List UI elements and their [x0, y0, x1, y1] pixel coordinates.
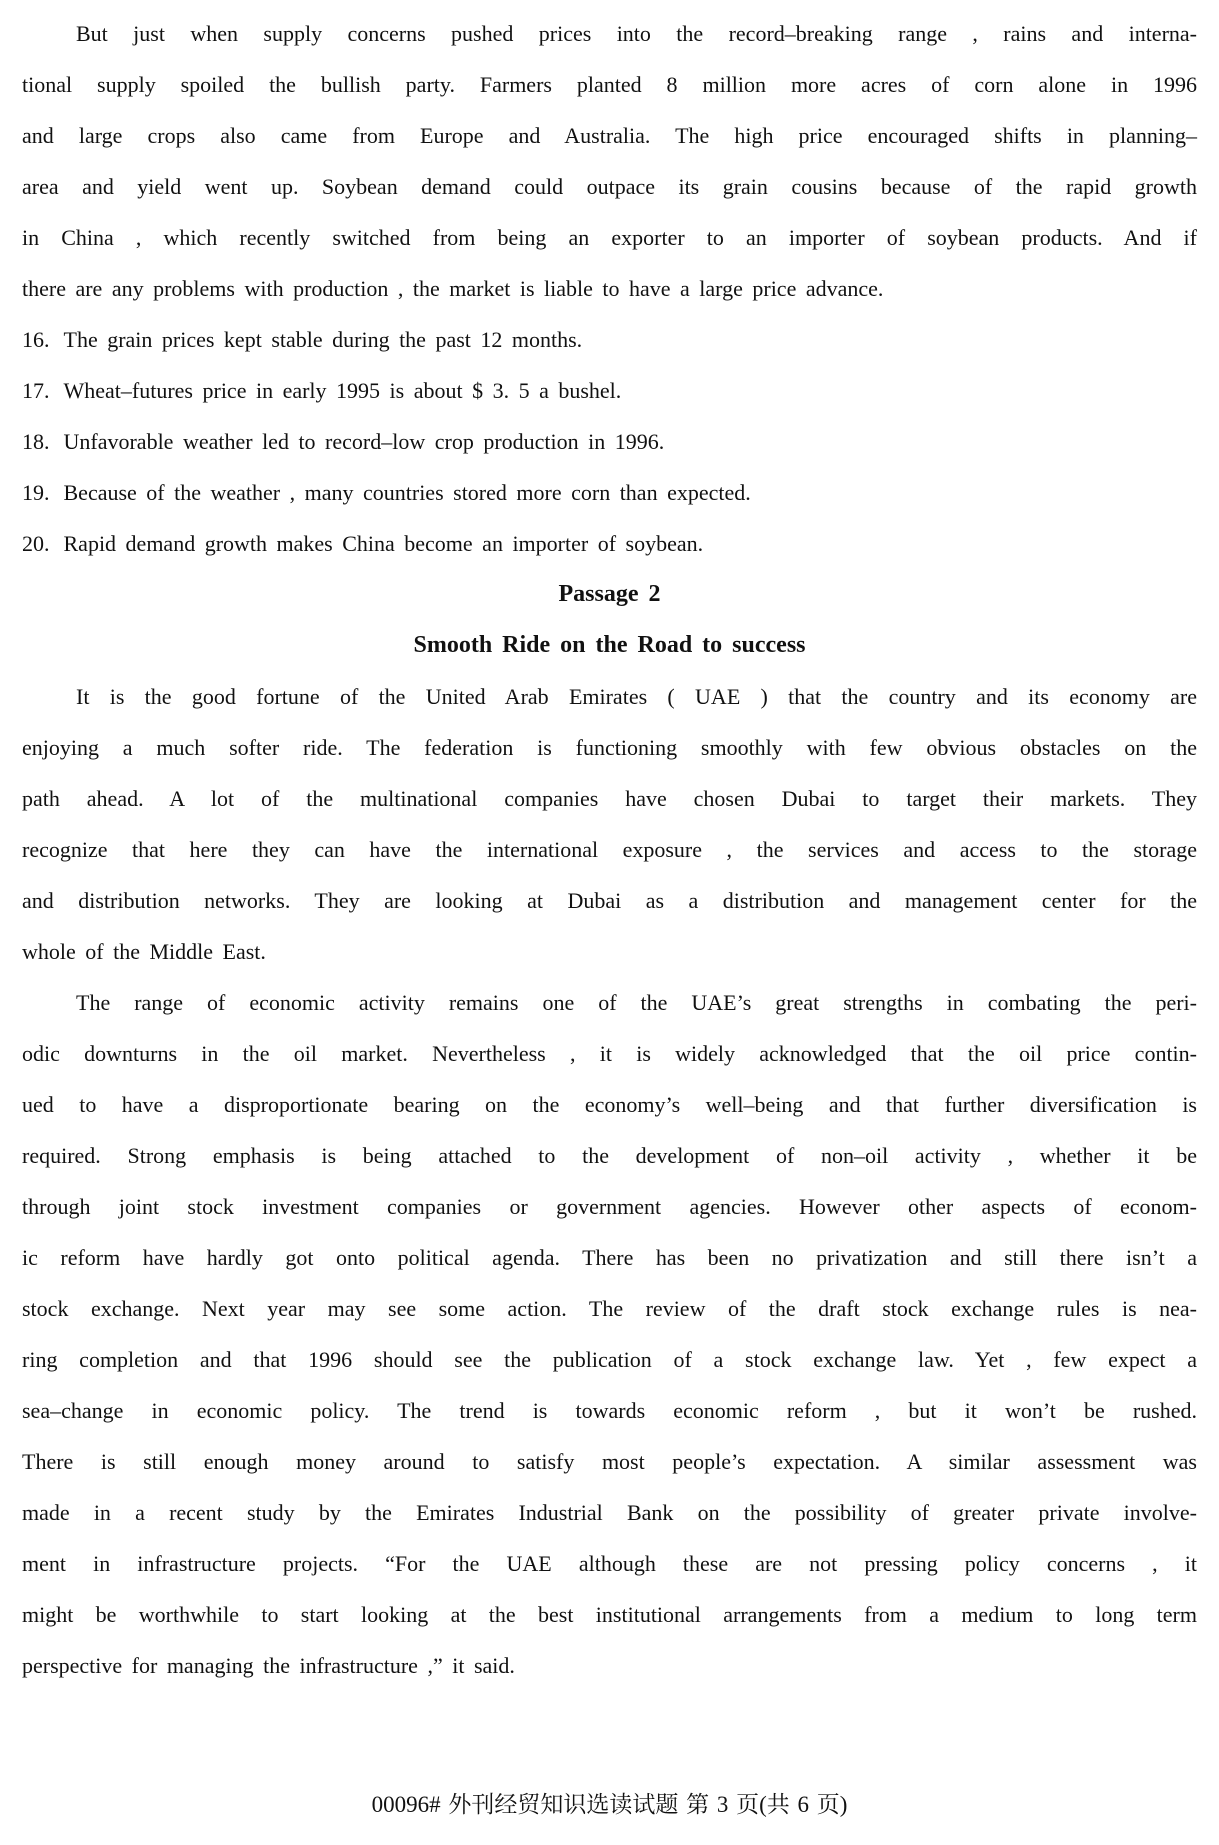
paragraph-line: and large crops also came from Europe and Australia. The high price encouraged shifts in planning–	[22, 123, 1197, 148]
paragraph-line: there are any problems with production , the market is liable to have a large price advance.	[22, 276, 884, 301]
paragraph-line: ring completion and that 1996 should see the publication of a stock exchange law. Yet , few expect a	[22, 1347, 1197, 1372]
question-text: Rapid demand growth makes China become an importer of soybean.	[63, 531, 704, 556]
question-item	[22, 416, 1197, 467]
paragraph-line: stock exchange. Next year may see some action. The review of the draft stock exchange rules is nea-	[22, 1296, 1197, 1321]
paragraph-line: odic downturns in the oil market. Nevertheless , it is widely acknowledged that the oil price contin-	[22, 1041, 1197, 1066]
paragraph-line: through joint stock investment companies or government agencies. However other aspects of econom-	[22, 1194, 1197, 1219]
paragraph-line: It is the good fortune of the United Arab Emirates ( UAE ) that the country and its economy are	[76, 684, 1197, 709]
paragraph-line: area and yield went up. Soybean demand could outpace its grain cousins because of the rapid growth	[22, 174, 1197, 199]
paragraph-line: recognize that here they can have the international exposure , the services and access to the storage	[22, 837, 1197, 862]
question-list	[22, 314, 1197, 569]
question-number: 19.	[22, 480, 50, 505]
intro-paragraph	[22, 8, 1197, 314]
passage2-paragraph-2	[22, 977, 1197, 1691]
paragraph-line: path ahead. A lot of the multinational companies have chosen Dubai to target their markets. They	[22, 786, 1197, 811]
paragraph-line: tional supply spoiled the bullish party. Farmers planted 8 million more acres of corn alone in 1996	[22, 72, 1197, 97]
passage-title: Smooth Ride on the Road to success	[413, 632, 806, 658]
paragraph-line: in China , which recently switched from being an exporter to an importer of soybean products. And if	[22, 225, 1197, 250]
question-text: The grain prices kept stable during the past 12 months.	[63, 327, 583, 352]
paragraph-line: But just when supply concerns pushed prices into the record–breaking range , rains and interna-	[76, 21, 1197, 46]
paragraph-line: There is still enough money around to satisfy most people’s expectation. A similar assessment was	[22, 1449, 1197, 1474]
question-item	[22, 467, 1197, 518]
paragraph-line: required. Strong emphasis is being attached to the development of non–oil activity , whether it be	[22, 1143, 1197, 1168]
question-item	[22, 518, 1197, 569]
question-text: Wheat–futures price in early 1995 is about $ 3. 5 a bushel.	[63, 378, 622, 403]
paragraph-line: made in a recent study by the Emirates Industrial Bank on the possibility of greater private involve-	[22, 1500, 1197, 1525]
page-footer: 00096# 外刊经贸知识选读试题 第 3 页(共 6 页)	[371, 1792, 848, 1817]
question-text: Unfavorable weather led to record–low crop production in 1996.	[63, 429, 665, 454]
passage2-paragraph-1	[22, 671, 1197, 977]
paragraph-line: might be worthwhile to start looking at the best institutional arrangements from a medium to long term	[22, 1602, 1197, 1627]
paragraph-line: The range of economic activity remains one of the UAE’s great strengths in combating the peri-	[76, 990, 1197, 1015]
paragraph-line: ment in infrastructure projects. “For the UAE although these are not pressing policy concerns , it	[22, 1551, 1197, 1576]
paragraph-line: ic reform have hardly got onto political agenda. There has been no privatization and still there isn’t a	[22, 1245, 1197, 1270]
paragraph-line: perspective for managing the infrastructure ,” it said.	[22, 1653, 515, 1678]
question-number: 18.	[22, 429, 50, 454]
question-number: 20.	[22, 531, 50, 556]
question-item	[22, 365, 1197, 416]
paragraph-line: ued to have a disproportionate bearing on the economy’s well–being and that further diversification is	[22, 1092, 1197, 1117]
paragraph-line: and distribution networks. They are looking at Dubai as a distribution and management center for the	[22, 888, 1197, 913]
passage-heading: Passage 2	[558, 581, 661, 607]
paragraph-line: enjoying a much softer ride. The federation is functioning smoothly with few obvious obstacles on the	[22, 735, 1197, 760]
question-item	[22, 314, 1197, 365]
paragraph-line: whole of the Middle East.	[22, 939, 266, 964]
question-number: 17.	[22, 378, 50, 403]
paragraph-line: sea–change in economic policy. The trend is towards economic reform , but it won’t be rushed.	[22, 1398, 1197, 1423]
question-number: 16.	[22, 327, 50, 352]
question-text: Because of the weather , many countries stored more corn than expected.	[63, 480, 751, 505]
